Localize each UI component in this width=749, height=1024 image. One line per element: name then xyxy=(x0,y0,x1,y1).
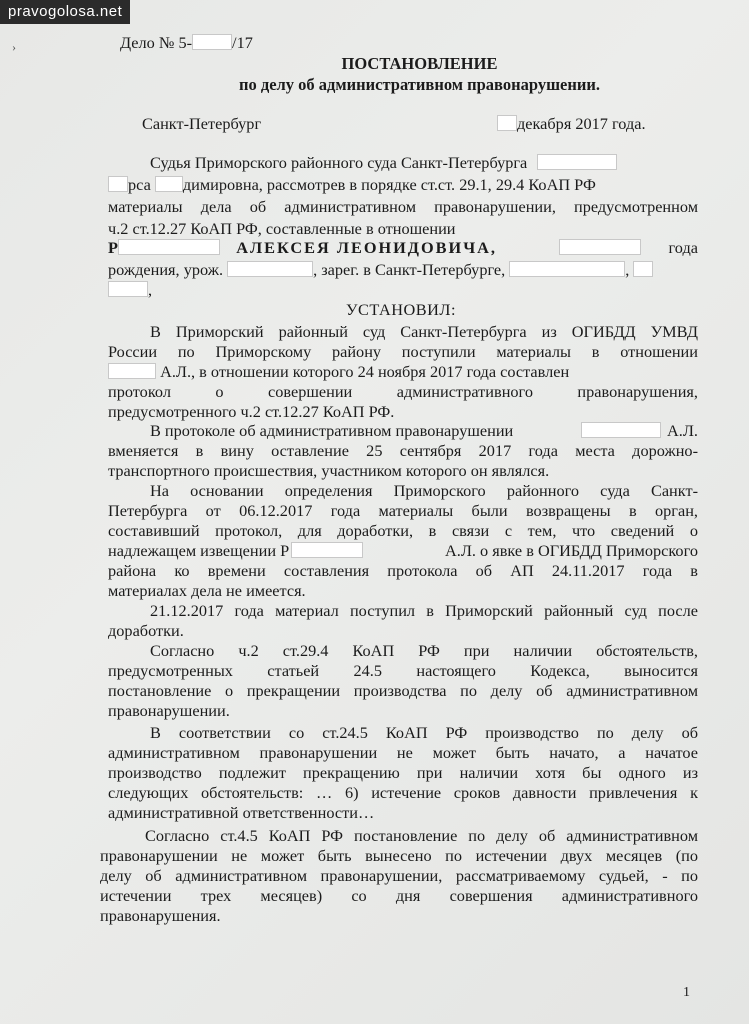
intro-line-7 xyxy=(108,280,152,300)
page-number: 1 xyxy=(683,985,690,1000)
p6-line: следующих обстоятельств: … 6) истечение сроков давности привлечения к xyxy=(108,783,698,802)
p3-line: Петербурга от 06.12.2017 года материалы были возвращены в орган, xyxy=(108,501,698,520)
defendant-line xyxy=(108,238,698,258)
p6-line: производство подлежит прекращению при наличии хотя бы одного из xyxy=(108,763,698,782)
intro-text: димировна, рассмотрев в порядке ст.ст. 29.1, 29.4 КоАП РФ xyxy=(182,175,596,194)
p3-line: материалах дела не имеется. xyxy=(108,581,306,600)
redaction xyxy=(509,261,625,277)
p6-line: административном правонарушении не может быть начато, а начатое xyxy=(108,743,698,762)
p2-line: транспортного происшествия, участником которого он являлся. xyxy=(108,461,550,480)
redaction xyxy=(155,176,183,192)
case-number-prefix: Дело № 5- xyxy=(120,33,193,52)
redaction xyxy=(118,239,220,255)
birth-year xyxy=(559,238,698,258)
intro-line-1 xyxy=(150,153,617,173)
p4-line: 21.12.2017 года материал поступил в Приморский районный суд после xyxy=(150,601,698,620)
intro-text: Р xyxy=(108,238,118,257)
p7-line: Согласно ст.4.5 КоАП РФ постановление по делу об административном xyxy=(145,826,698,845)
redaction xyxy=(633,261,653,277)
p5-line: предусмотренных статьей 24.5 настоящего Кодекса, выносится xyxy=(108,661,698,680)
redaction xyxy=(291,542,363,558)
redaction xyxy=(537,154,617,170)
date-text: декабря 2017 года. xyxy=(517,114,646,133)
document-subtitle: по делу об административном правонарушении. xyxy=(239,75,600,94)
intro-line-3: материалы дела об административном правонарушении, предусмотренном xyxy=(108,197,698,216)
p6-line: административной ответственности… xyxy=(108,803,375,822)
p2-name xyxy=(581,421,698,441)
p3-text: А.Л. о явке в ОГИБДД Приморского xyxy=(445,541,698,560)
p2-line xyxy=(150,421,698,441)
intro-text: АЛЕКСЕЯ ЛЕОНИДОВИЧА, xyxy=(236,238,497,257)
redaction xyxy=(192,34,232,50)
p3-name xyxy=(108,541,363,561)
p1-text: А.Л., в отношении которого 24 ноября 2017 года составлен xyxy=(160,362,570,381)
date xyxy=(497,114,646,134)
redaction xyxy=(108,176,128,192)
watermark: pravogolosa.net xyxy=(0,0,130,24)
p2-line: вменяется в вину оставление 25 сентября 2017 года места дорожно- xyxy=(108,441,698,460)
p7-line: делу об административном правонарушении, рассматриваемому судьей, - по xyxy=(100,866,698,885)
redaction xyxy=(559,239,641,255)
case-number xyxy=(120,33,253,53)
established-heading: УСТАНОВИЛ: xyxy=(346,300,456,319)
p3-line: составивший протокол, для доработки, в связи с тем, что сведений о xyxy=(108,521,698,540)
p2-text: В протоколе об административном правонарушении xyxy=(150,421,514,440)
p6-line: В соответствии со ст.24.5 КоАП РФ производство по делу об xyxy=(150,723,698,742)
p1-line: России по Приморскому району поступили материалы в отношении xyxy=(108,342,698,361)
p1-line: протокол о совершении административного правонарушения, xyxy=(108,382,698,401)
edge-mark: › xyxy=(12,40,16,54)
intro-text: Судья Приморского районного суда Санкт-Петербурга xyxy=(150,153,528,172)
p2-text: А.Л. xyxy=(667,421,698,440)
intro-text: , зарег. в Санкт-Петербурге, xyxy=(313,260,506,279)
case-number-suffix: /17 xyxy=(232,33,253,52)
p3-text: надлежащем извещении Р xyxy=(108,541,290,560)
intro-text: года xyxy=(668,238,698,257)
intro-line-6: рождения, урож. , зарег. в Санкт-Петербурге, , xyxy=(108,260,653,280)
p5-line: постановление о прекращении производства по делу об административном xyxy=(108,681,698,700)
p7-line: правонарушении не может быть вынесено по истечении двух месяцев (по xyxy=(100,846,698,865)
intro-line-2 xyxy=(108,175,596,195)
p7-line: правонарушения. xyxy=(100,906,221,925)
p1-line: предусмотренного ч.2 ст.12.27 КоАП РФ. xyxy=(108,402,395,421)
p3-line xyxy=(108,541,698,561)
p7-line: истечении трех месяцев) со дня совершения административного xyxy=(100,886,698,905)
intro-text: рождения, урож. xyxy=(108,260,224,279)
defendant-name xyxy=(108,238,497,258)
p1-line xyxy=(108,362,698,382)
p3-line: На основании определения Приморского районного суда Санкт- xyxy=(150,481,698,500)
intro-text: рса xyxy=(128,175,151,194)
p5-line: Согласно ч.2 ст.29.4 КоАП РФ при наличии обстоятельств, xyxy=(150,641,698,660)
p4-line: доработки. xyxy=(108,621,184,640)
redaction xyxy=(108,281,148,297)
p1-line: В Приморский районный суд Санкт-Петербурга из ОГИБДД УМВД xyxy=(150,322,698,341)
document-title: ПОСТАНОВЛЕНИЕ xyxy=(341,54,498,73)
redaction xyxy=(108,363,156,379)
p5-line: правонарушении. xyxy=(108,701,230,720)
intro-text: , xyxy=(148,280,153,299)
p3-line: района ко времени составления протокола об АП 24.11.2017 года в xyxy=(108,561,698,580)
city: Санкт-Петербург xyxy=(142,114,262,133)
redaction xyxy=(581,422,661,438)
redaction xyxy=(497,115,517,131)
redaction xyxy=(227,261,313,277)
intro-line-4: ч.2 ст.12.27 КоАП РФ, составленные в отношении xyxy=(108,219,456,238)
